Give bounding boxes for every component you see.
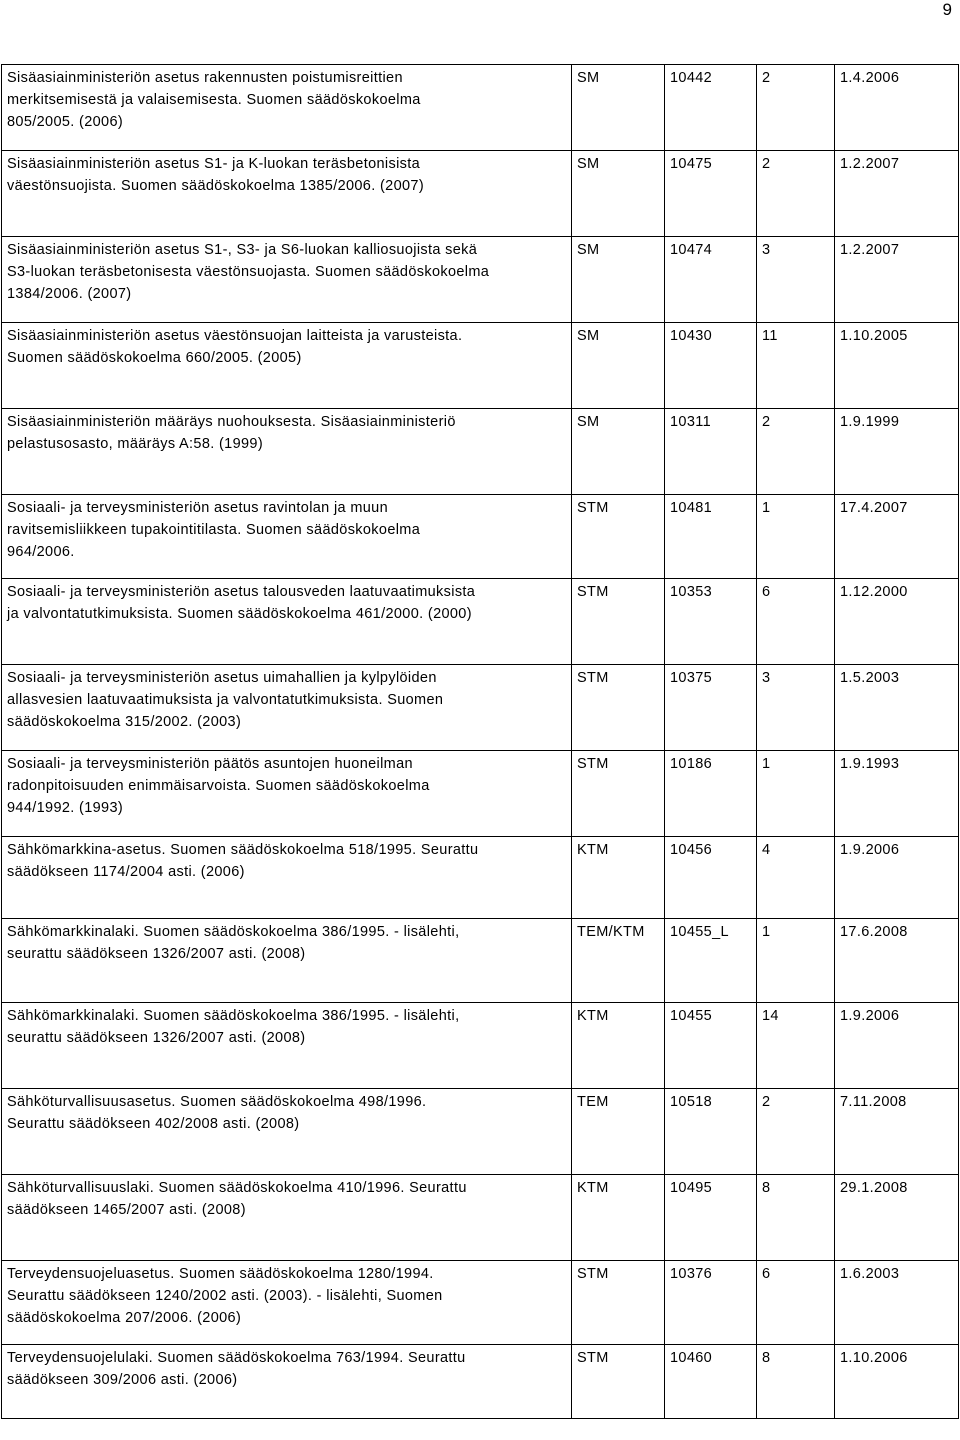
effective-date: 1.2.2007 [835, 237, 959, 323]
page-count: 6 [757, 1261, 835, 1345]
regulation-title: Sosiaali- ja terveysministeriön asetus ravintolan ja muun ravitsemisliikkeen tupakointitilasta. Suomen säädöskokoelma 964/2006. [2, 495, 572, 579]
effective-date: 1.6.2003 [835, 1261, 959, 1345]
ministry-code: KTM [572, 1175, 665, 1261]
effective-date: 1.12.2000 [835, 579, 959, 665]
table-row [2, 495, 959, 579]
ministry-code: TEM [572, 1089, 665, 1175]
page-count: 1 [757, 919, 835, 1003]
table-row [2, 665, 959, 751]
regulation-title: Sisäasiainministeriön asetus väestönsuojan laitteista ja varusteista. Suomen säädöskokoelma 660/2005. (2005) [2, 323, 572, 409]
effective-date: 1.4.2006 [835, 65, 959, 151]
page-count: 2 [757, 1089, 835, 1175]
table-row [2, 919, 959, 1003]
page-count: 4 [757, 837, 835, 919]
ministry-code: KTM [572, 837, 665, 919]
ministry-code: SM [572, 323, 665, 409]
effective-date: 29.1.2008 [835, 1175, 959, 1261]
regulation-title: Sosiaali- ja terveysministeriön asetus uimahallien ja kylpylöiden allasvesien laatuvaatimuksista ja valvontatutkimuksista. Suomen säädöskokoelma 315/2002. (2003) [2, 665, 572, 751]
document-number: 10311 [665, 409, 757, 495]
page-count: 8 [757, 1345, 835, 1419]
document-number: 10481 [665, 495, 757, 579]
page-count: 6 [757, 579, 835, 665]
effective-date: 1.10.2005 [835, 323, 959, 409]
effective-date: 1.9.2006 [835, 837, 959, 919]
page-count: 14 [757, 1003, 835, 1089]
document-number: 10430 [665, 323, 757, 409]
regulations-table [1, 64, 959, 1419]
document-number: 10456 [665, 837, 757, 919]
effective-date: 1.9.1993 [835, 751, 959, 837]
page-count: 2 [757, 151, 835, 237]
ministry-code: KTM [572, 1003, 665, 1089]
table-row [2, 237, 959, 323]
ministry-code: SM [572, 65, 665, 151]
document-number: 10375 [665, 665, 757, 751]
regulation-title: Terveydensuojelulaki. Suomen säädöskokoelma 763/1994. Seurattu säädökseen 309/2006 asti. (2006) [2, 1345, 572, 1419]
document-number: 10460 [665, 1345, 757, 1419]
document-number: 10455 [665, 1003, 757, 1089]
effective-date: 1.9.2006 [835, 1003, 959, 1089]
document-number: 10475 [665, 151, 757, 237]
document-number: 10353 [665, 579, 757, 665]
table-row [2, 1261, 959, 1345]
document-number: 10442 [665, 65, 757, 151]
regulation-title: Sosiaali- ja terveysministeriön päätös asuntojen huoneilman radonpitoisuuden enimmäisarvoista. Suomen säädöskokoelma 944/1992. (1993) [2, 751, 572, 837]
effective-date: 1.2.2007 [835, 151, 959, 237]
page-count: 11 [757, 323, 835, 409]
document-number: 10455_L [665, 919, 757, 1003]
page-count: 3 [757, 665, 835, 751]
effective-date: 1.10.2006 [835, 1345, 959, 1419]
table-row [2, 751, 959, 837]
regulation-title: Sisäasiainministeriön asetus rakennusten poistumisreittien merkitsemisestä ja valaisemisesta. Suomen säädöskokoelma 805/2005. (2006) [2, 65, 572, 151]
ministry-code: SM [572, 237, 665, 323]
document-number: 10376 [665, 1261, 757, 1345]
regulation-title: Sähkömarkkinalaki. Suomen säädöskokoelma 386/1995. - lisälehti, seurattu säädökseen 1326/2007 asti. (2008) [2, 919, 572, 1003]
regulation-title: Sisäasiainministeriön määräys nuohouksesta. Sisäasiainministeriö pelastusosasto, määräys A:58. (1999) [2, 409, 572, 495]
ministry-code: STM [572, 751, 665, 837]
ministry-code: TEM/KTM [572, 919, 665, 1003]
effective-date: 1.9.1999 [835, 409, 959, 495]
table-row [2, 1089, 959, 1175]
document-number: 10186 [665, 751, 757, 837]
table-row [2, 1175, 959, 1261]
table-row [2, 409, 959, 495]
document-number: 10495 [665, 1175, 757, 1261]
document-number: 10518 [665, 1089, 757, 1175]
regulation-title: Sähköturvallisuusasetus. Suomen säädöskokoelma 498/1996. Seurattu säädökseen 402/2008 asti. (2008) [2, 1089, 572, 1175]
ministry-code: STM [572, 1345, 665, 1419]
table-row [2, 151, 959, 237]
table-row [2, 65, 959, 151]
ministry-code: STM [572, 665, 665, 751]
page-count: 8 [757, 1175, 835, 1261]
regulation-title: Sähkömarkkina-asetus. Suomen säädöskokoelma 518/1995. Seurattu säädökseen 1174/2004 asti. (2006) [2, 837, 572, 919]
regulation-title: Sosiaali- ja terveysministeriön asetus talousveden laatuvaatimuksista ja valvontatutkimuksista. Suomen säädöskokoelma 461/2000. (2000) [2, 579, 572, 665]
page-number: 9 [942, 0, 952, 19]
table-row [2, 837, 959, 919]
effective-date: 7.11.2008 [835, 1089, 959, 1175]
ministry-code: STM [572, 495, 665, 579]
ministry-code: SM [572, 151, 665, 237]
ministry-code: STM [572, 1261, 665, 1345]
effective-date: 1.5.2003 [835, 665, 959, 751]
regulation-title: Sisäasiainministeriön asetus S1- ja K-luokan teräsbetonisista väestönsuojista. Suomen säädöskokoelma 1385/2006. (2007) [2, 151, 572, 237]
regulation-title: Sähköturvallisuuslaki. Suomen säädöskokoelma 410/1996. Seurattu säädökseen 1465/2007 asti. (2008) [2, 1175, 572, 1261]
ministry-code: STM [572, 579, 665, 665]
page-count: 2 [757, 409, 835, 495]
regulation-title: Sisäasiainministeriön asetus S1-, S3- ja S6-luokan kalliosuojista sekä S3-luokan teräsbetonisesta väestönsuojasta. Suomen säädöskokoelma 1384/2006. (2007) [2, 237, 572, 323]
ministry-code: SM [572, 409, 665, 495]
effective-date: 17.6.2008 [835, 919, 959, 1003]
page-count: 3 [757, 237, 835, 323]
effective-date: 17.4.2007 [835, 495, 959, 579]
page-count: 1 [757, 495, 835, 579]
table-row [2, 579, 959, 665]
page-count: 2 [757, 65, 835, 151]
table-row [2, 323, 959, 409]
regulation-title: Terveydensuojeluasetus. Suomen säädöskokoelma 1280/1994. Seurattu säädökseen 1240/2002 asti. (2003). - lisälehti, Suomen säädöskokoelma 207/2006. (2006) [2, 1261, 572, 1345]
table-row [2, 1345, 959, 1419]
table-row [2, 1003, 959, 1089]
document-number: 10474 [665, 237, 757, 323]
page-count: 1 [757, 751, 835, 837]
regulation-title: Sähkömarkkinalaki. Suomen säädöskokoelma 386/1995. - lisälehti, seurattu säädökseen 1326/2007 asti. (2008) [2, 1003, 572, 1089]
